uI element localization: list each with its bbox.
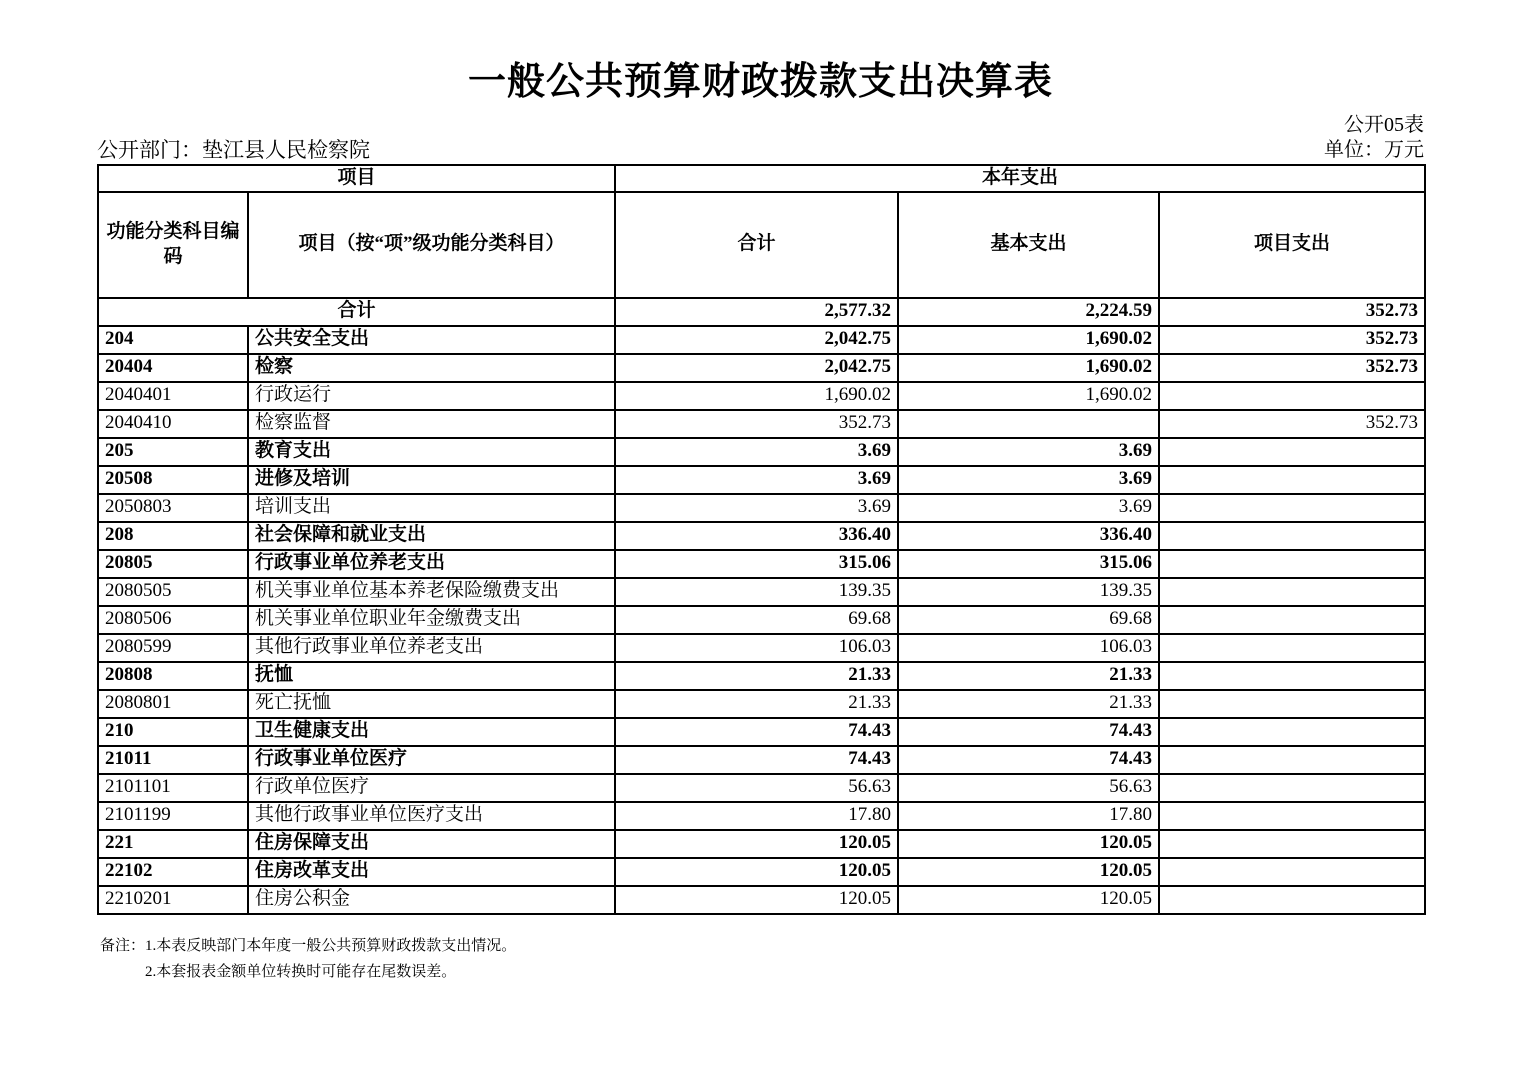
cell-item: 住房改革支出 <box>248 858 615 886</box>
table-row <box>98 410 1425 438</box>
cell-project <box>1159 634 1425 662</box>
cell-basic: 315.06 <box>898 550 1159 578</box>
document-content <box>97 0 1424 985</box>
table-row <box>98 298 1425 326</box>
header-col-total: 合计 <box>615 192 898 298</box>
cell-item: 机关事业单位基本养老保险缴费支出 <box>248 578 615 606</box>
cell-total: 315.06 <box>615 550 898 578</box>
cell-basic: 120.05 <box>898 886 1159 914</box>
cell-basic: 120.05 <box>898 858 1159 886</box>
cell-code: 20508 <box>98 466 248 494</box>
cell-total: 74.43 <box>615 718 898 746</box>
cell-basic: 74.43 <box>898 718 1159 746</box>
cell-basic: 74.43 <box>898 746 1159 774</box>
cell-code: 2101101 <box>98 774 248 802</box>
cell-item: 住房保障支出 <box>248 830 615 858</box>
cell-code: 2040410 <box>98 410 248 438</box>
cell-basic: 3.69 <box>898 438 1159 466</box>
cell-total: 106.03 <box>615 634 898 662</box>
cell-basic: 336.40 <box>898 522 1159 550</box>
cell-project: 352.73 <box>1159 298 1425 326</box>
cell-project <box>1159 438 1425 466</box>
cell-item: 其他行政事业单位养老支出 <box>248 634 615 662</box>
cell-total: 17.80 <box>615 802 898 830</box>
cell-total: 3.69 <box>615 438 898 466</box>
table-row <box>98 690 1425 718</box>
cell-project <box>1159 522 1425 550</box>
cell-item: 培训支出 <box>248 494 615 522</box>
table-row <box>98 746 1425 774</box>
cell-code: 205 <box>98 438 248 466</box>
cell-item: 行政单位医疗 <box>248 774 615 802</box>
cell-basic: 1,690.02 <box>898 382 1159 410</box>
cell-item: 行政事业单位养老支出 <box>248 550 615 578</box>
cell-project <box>1159 802 1425 830</box>
cell-basic: 120.05 <box>898 830 1159 858</box>
cell-total: 2,042.75 <box>615 326 898 354</box>
table-row <box>98 522 1425 550</box>
cell-basic: 56.63 <box>898 774 1159 802</box>
cell-item: 检察 <box>248 354 615 382</box>
notes-label: 备注： <box>100 937 146 954</box>
cell-basic: 139.35 <box>898 578 1159 606</box>
cell-total: 120.05 <box>615 858 898 886</box>
cell-item: 死亡抚恤 <box>248 690 615 718</box>
cell-code: 20805 <box>98 550 248 578</box>
cell-basic: 3.69 <box>898 494 1159 522</box>
cell-project <box>1159 886 1425 914</box>
table-row <box>98 382 1425 410</box>
cell-item: 住房公积金 <box>248 886 615 914</box>
header-group-year-expenditure: 本年支出 <box>615 165 1425 192</box>
cell-code: 2050803 <box>98 494 248 522</box>
header-col-project: 项目支出 <box>1159 192 1425 298</box>
cell-code: 208 <box>98 522 248 550</box>
table-row <box>98 718 1425 746</box>
budget-table <box>97 164 1426 915</box>
cell-total: 21.33 <box>615 690 898 718</box>
cell-summary-label: 合计 <box>98 298 615 326</box>
table-row <box>98 634 1425 662</box>
table-header <box>98 165 1425 298</box>
cell-code: 204 <box>98 326 248 354</box>
unit-label: 单位：万元 <box>1324 138 1424 161</box>
meta-row <box>97 138 1424 162</box>
cell-code: 20404 <box>98 354 248 382</box>
cell-basic: 21.33 <box>898 662 1159 690</box>
note-line-2: 2.本套报表金额单位转换时可能存在尾数误差。 <box>145 963 457 980</box>
cell-total: 56.63 <box>615 774 898 802</box>
cell-item: 行政运行 <box>248 382 615 410</box>
cell-code: 221 <box>98 830 248 858</box>
cell-code: 20808 <box>98 662 248 690</box>
cell-total: 120.05 <box>615 886 898 914</box>
cell-total: 2,042.75 <box>615 354 898 382</box>
cell-project <box>1159 550 1425 578</box>
cell-item: 抚恤 <box>248 662 615 690</box>
cell-project <box>1159 830 1425 858</box>
cell-code: 2210201 <box>98 886 248 914</box>
cell-code: 2080599 <box>98 634 248 662</box>
cell-total: 21.33 <box>615 662 898 690</box>
cell-basic: 69.68 <box>898 606 1159 634</box>
cell-item: 行政事业单位医疗 <box>248 746 615 774</box>
cell-total: 69.68 <box>615 606 898 634</box>
table-row <box>98 662 1425 690</box>
cell-item: 公共安全支出 <box>248 326 615 354</box>
header-col-code: 功能分类科目编码 <box>98 192 248 298</box>
header-group-row <box>98 165 1425 192</box>
table-row <box>98 438 1425 466</box>
cell-code: 2080506 <box>98 606 248 634</box>
table-row <box>98 774 1425 802</box>
cell-basic: 106.03 <box>898 634 1159 662</box>
table-row <box>98 830 1425 858</box>
page-title: 一般公共预算财政拨款支出决算表 <box>467 61 1053 103</box>
cell-basic: 17.80 <box>898 802 1159 830</box>
header-group-item: 项目 <box>98 165 615 192</box>
cell-project <box>1159 690 1425 718</box>
cell-project <box>1159 774 1425 802</box>
cell-total: 120.05 <box>615 830 898 858</box>
table-row <box>98 802 1425 830</box>
cell-project <box>1159 382 1425 410</box>
table-row <box>98 466 1425 494</box>
cell-item: 卫生健康支出 <box>248 718 615 746</box>
cell-total: 139.35 <box>615 578 898 606</box>
header-columns-row <box>98 192 1425 298</box>
cell-total: 2,577.32 <box>615 298 898 326</box>
cell-project <box>1159 718 1425 746</box>
cell-total: 1,690.02 <box>615 382 898 410</box>
cell-item: 机关事业单位职业年金缴费支出 <box>248 606 615 634</box>
cell-project: 352.73 <box>1159 410 1425 438</box>
note-line-1: 1.本表反映部门本年度一般公共预算财政拨款支出情况。 <box>145 937 517 954</box>
cell-basic: 2,224.59 <box>898 298 1159 326</box>
header-col-item: 项目（按“项”级功能分类科目） <box>248 192 615 298</box>
cell-code: 2040401 <box>98 382 248 410</box>
department-label: 公开部门：垫江县人民检察院 <box>97 137 370 162</box>
notes-lines <box>145 933 516 986</box>
table-row <box>98 606 1425 634</box>
cell-basic: 1,690.02 <box>898 354 1159 382</box>
cell-code: 2080505 <box>98 578 248 606</box>
cell-project <box>1159 578 1425 606</box>
cell-project <box>1159 858 1425 886</box>
cell-total: 352.73 <box>615 410 898 438</box>
cell-project <box>1159 466 1425 494</box>
cell-project <box>1159 606 1425 634</box>
cell-code: 21011 <box>98 746 248 774</box>
cell-project <box>1159 746 1425 774</box>
cell-code: 22102 <box>98 858 248 886</box>
cell-basic: 21.33 <box>898 690 1159 718</box>
cell-basic: 1,690.02 <box>898 326 1159 354</box>
table-row <box>98 326 1425 354</box>
cell-project <box>1159 662 1425 690</box>
cell-basic <box>898 410 1159 438</box>
cell-total: 336.40 <box>615 522 898 550</box>
cell-code: 2101199 <box>98 802 248 830</box>
notes <box>100 933 1424 986</box>
table-number: 公开05表 <box>1344 113 1424 136</box>
cell-basic: 3.69 <box>898 466 1159 494</box>
cell-total: 3.69 <box>615 494 898 522</box>
cell-item: 其他行政事业单位医疗支出 <box>248 802 615 830</box>
cell-code: 210 <box>98 718 248 746</box>
header-col-basic: 基本支出 <box>898 192 1159 298</box>
cell-total: 3.69 <box>615 466 898 494</box>
cell-project <box>1159 494 1425 522</box>
cell-item: 检察监督 <box>248 410 615 438</box>
cell-item: 社会保障和就业支出 <box>248 522 615 550</box>
table-row <box>98 494 1425 522</box>
table-row <box>98 550 1425 578</box>
table-row <box>98 578 1425 606</box>
cell-code: 2080801 <box>98 690 248 718</box>
table-row <box>98 886 1425 914</box>
cell-item: 教育支出 <box>248 438 615 466</box>
cell-item: 进修及培训 <box>248 466 615 494</box>
cell-total: 74.43 <box>615 746 898 774</box>
table-row <box>98 858 1425 886</box>
cell-project: 352.73 <box>1159 354 1425 382</box>
table-body <box>98 298 1425 914</box>
table-row <box>98 354 1425 382</box>
cell-project: 352.73 <box>1159 326 1425 354</box>
